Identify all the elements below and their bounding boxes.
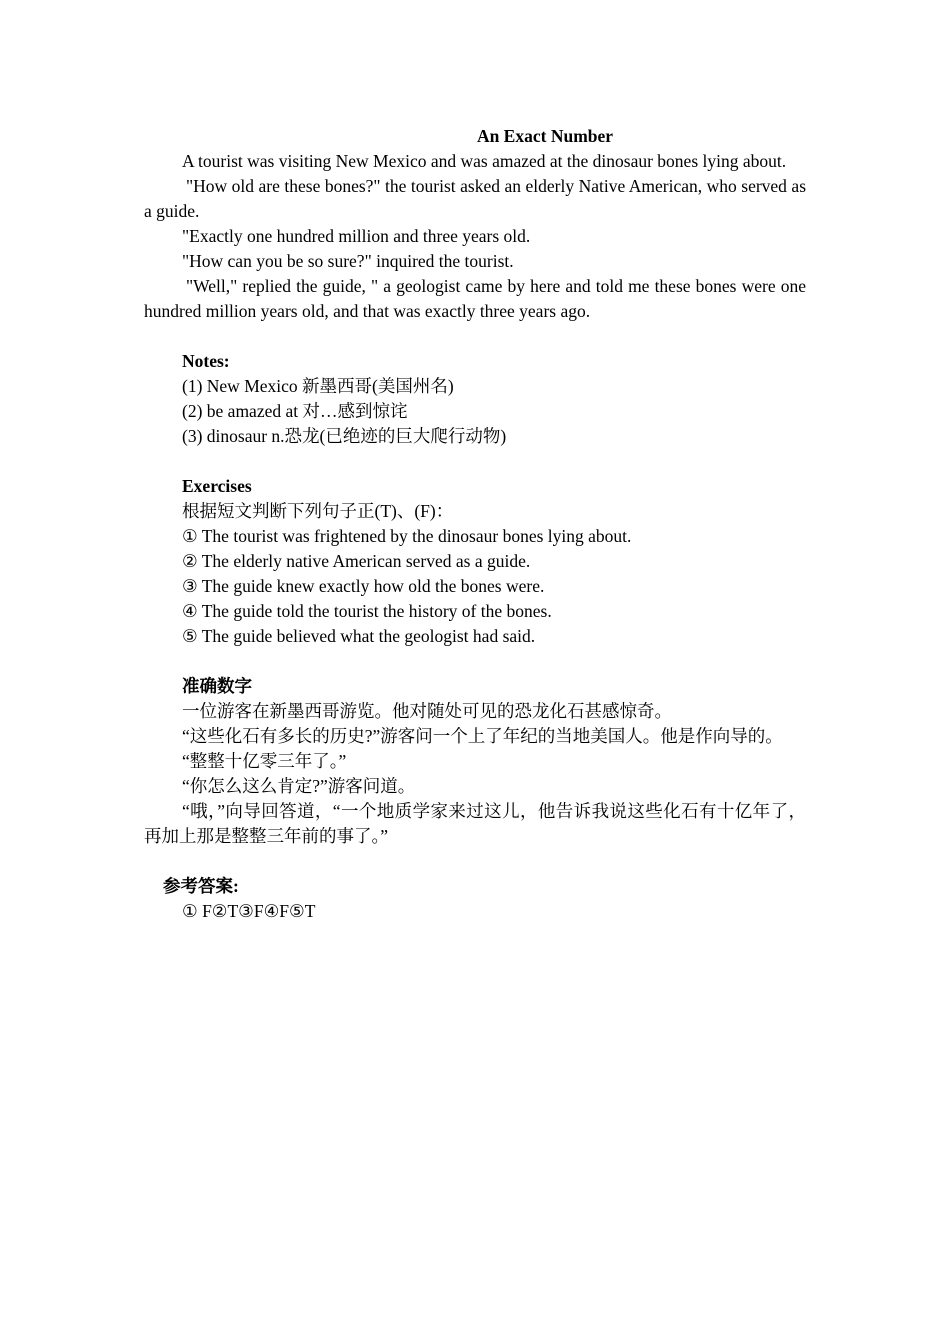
translation-heading: 准确数字 <box>182 676 252 696</box>
story-paragraph: A tourist was visiting New Mexico and was amazed at the dinosaur bones lying about. <box>182 151 787 171</box>
spacer <box>144 649 806 674</box>
note-item: (2) be amazed at 对…感到惊诧 <box>182 401 408 421</box>
spacer <box>144 849 806 874</box>
translation-paragraph: “你怎么这么肯定?”游客问道。 <box>182 776 416 796</box>
translation-paragraph: “整整十亿零三年了。” <box>182 751 347 771</box>
story-paragraph: "Exactly one hundred million and three years old. <box>182 226 531 246</box>
translation-paragraph: “哦，”向导回答道，“一个地质学家来过这儿，他告诉我说这些化石有十亿年了，再加上那是整整三年前的事了。” <box>144 801 806 846</box>
exercise-item: ① The tourist was frightened by the dinosaur bones lying about. <box>182 526 632 546</box>
note-item: (1) New Mexico 新墨西哥(美国州名) <box>182 376 454 396</box>
exercise-item: ③ The guide knew exactly how old the bones were. <box>182 576 545 596</box>
story-paragraph: "Well," replied the guide, " a geologist came by here and told me these bones were one hundred million years old, and that was exactly three years ago. <box>144 276 806 321</box>
exercise-item: ⑤ The guide believed what the geologist had said. <box>182 626 536 646</box>
document-page <box>144 124 806 924</box>
answers-text: ① F②T③F④F⑤T <box>182 901 316 921</box>
exercise-item: ④ The guide told the tourist the history of the bones. <box>182 601 552 621</box>
spacer <box>144 449 806 474</box>
exercises-heading: Exercises <box>182 476 252 496</box>
story-paragraph: "How old are these bones?" the tourist asked an elderly Native American, who served as a guide. <box>144 176 806 221</box>
story-title: An Exact Number <box>476 126 614 146</box>
spacer <box>144 324 806 349</box>
exercise-item: ② The elderly native American served as a guide. <box>182 551 531 571</box>
story-paragraph: "How can you be so sure?" inquired the tourist. <box>182 251 514 271</box>
exercises-instruction: 根据短文判断下列句子正(T)、(F)： <box>182 501 454 521</box>
note-item: (3) dinosaur n.恐龙(已绝迹的巨大爬行动物) <box>182 426 507 446</box>
translation-paragraph: “这些化石有多长的历史?”游客问一个上了年纪的当地美国人。他是作向导的。 <box>182 726 783 746</box>
answers-heading: 参考答案: <box>163 876 239 896</box>
notes-heading: Notes: <box>182 351 230 371</box>
translation-paragraph: 一位游客在新墨西哥游览。他对随处可见的恐龙化石甚感惊奇。 <box>182 701 672 721</box>
